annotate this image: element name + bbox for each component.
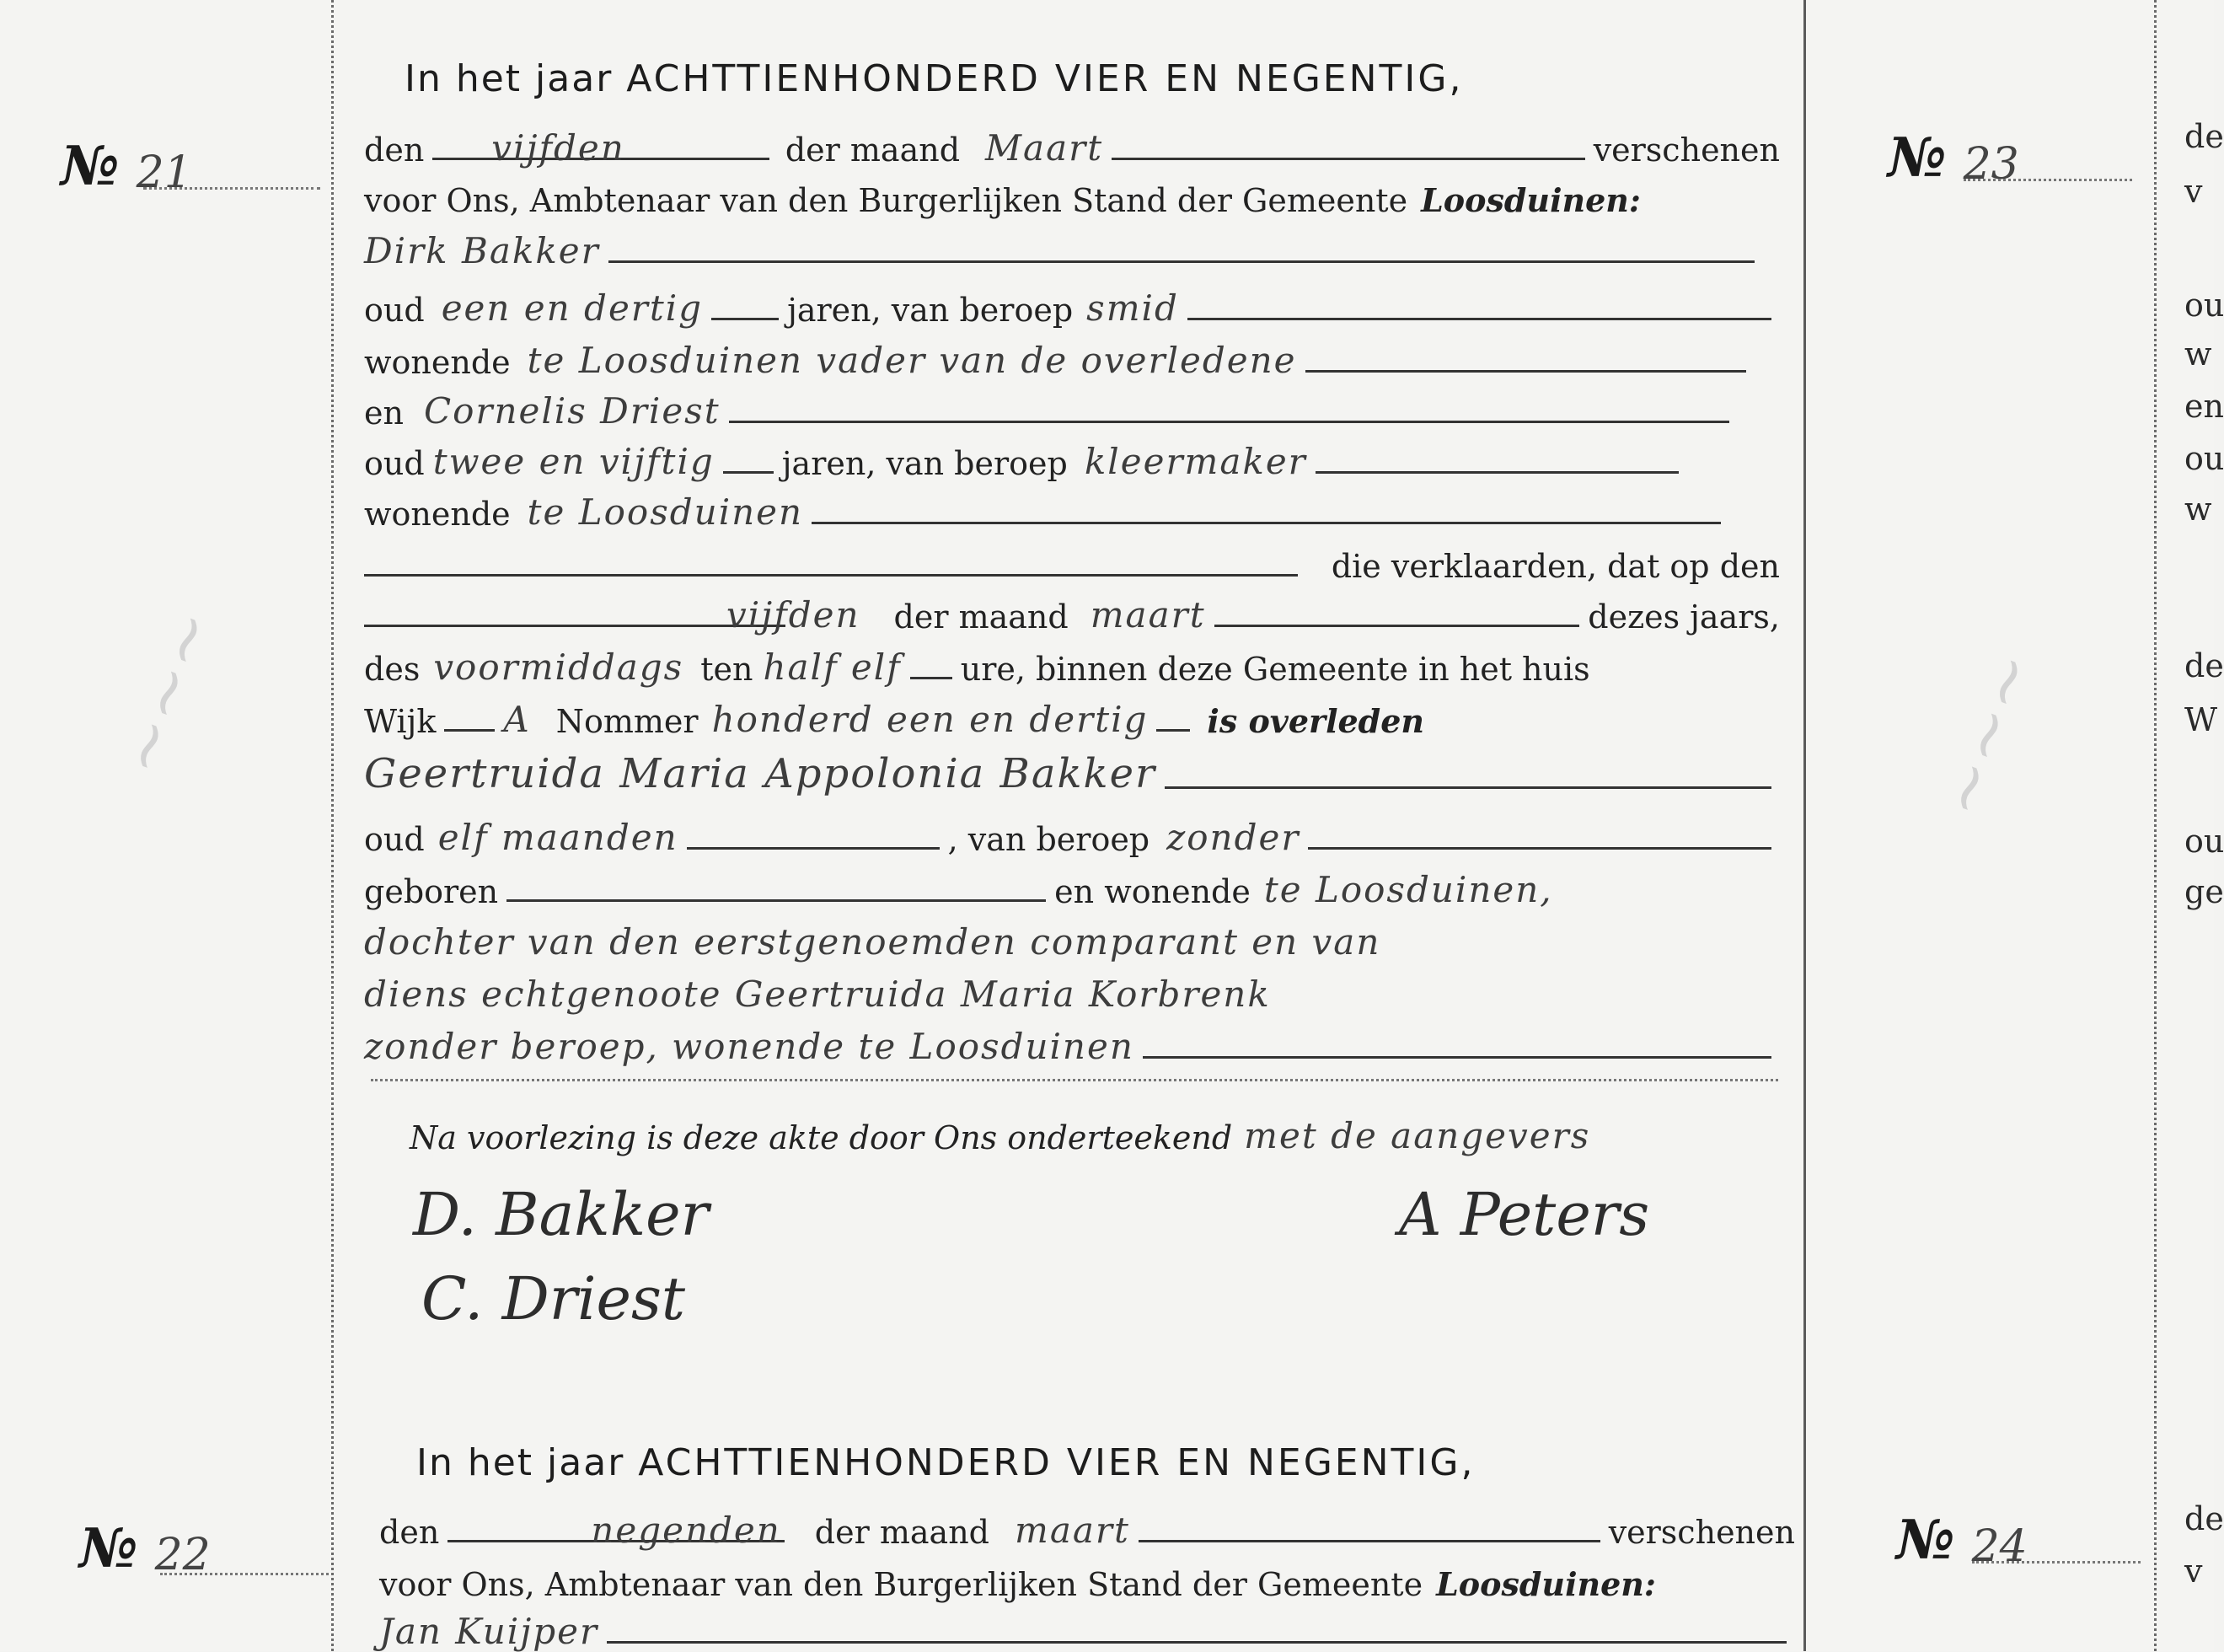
act22-line-first-person <box>379 1601 1795 1652</box>
witness1-occupation: smid <box>1086 287 1179 329</box>
act21-heading: In het jaar ACHTTIENHONDERD VIER EN NEGENTIG, <box>405 57 1464 100</box>
parents-line-2: diens echtgenoote Geertruida Maria Korbrenk <box>364 974 1271 1015</box>
closing-handwritten: met de aangevers <box>1244 1115 1591 1156</box>
act22-month: maart <box>1015 1510 1130 1551</box>
margin-dotted-rule <box>160 1573 329 1575</box>
act22-line-official: voor Ons, Ambtenaar van den Burgerlijken Stand der Gemeente Loosduinen: <box>379 1565 1656 1603</box>
death-day: vijfden <box>726 594 860 636</box>
act-number: 24 <box>1971 1521 2028 1572</box>
act21-line-declaration: die verklaarden, dat op den <box>364 534 1780 585</box>
death-hour: half elf <box>763 646 902 688</box>
left-margin-rule <box>331 0 334 1651</box>
act21-line-witness1 <box>364 221 1763 271</box>
act21-line-official: voor Ons, Ambtenaar van den Burgerlijken Stand der Gemeente Loosduinen: <box>364 181 1641 219</box>
witness2-occupation: kleermaker <box>1084 441 1307 482</box>
witness1-name: Dirk Bakker <box>364 230 600 271</box>
right-page-fragment: ou <box>2184 287 2224 324</box>
act21-line-witness1-age: oud een en dertig jaren, van beroep smid <box>364 278 1780 329</box>
page-fold-rule <box>1803 0 1806 1651</box>
right-page-fragment: W <box>2184 701 2218 738</box>
municipality-name: Loosduinen: <box>1421 181 1641 219</box>
number-sign: № <box>1888 126 1947 190</box>
signature-witness1: D. Bakker <box>413 1180 710 1249</box>
margin-dotted-rule <box>1972 1561 2141 1564</box>
right-page-fragment: de <box>2184 118 2224 155</box>
act22-person-name: Jan Kuijper <box>379 1611 599 1652</box>
act21-line-birth-residence: geboren en wonende te Loosduinen, <box>364 869 1553 910</box>
margin-dotted-rule <box>143 187 320 190</box>
act21-line-parents1 <box>364 912 1780 963</box>
act21-line-death-date: vijfden der maand maart dezes jaars, <box>364 585 1780 636</box>
act21-month: Maart <box>985 127 1104 169</box>
section-dotted-rule <box>371 1079 1778 1081</box>
number-sign: № <box>1896 1509 1955 1572</box>
act21-day: vijfden <box>491 127 625 169</box>
number-sign: № <box>79 1517 138 1580</box>
right-page-fragment: ge <box>2184 873 2224 910</box>
right-page-fragment: ou <box>2184 823 2224 860</box>
witness2-residence: te Loosduinen <box>527 491 804 533</box>
right-page-fragment: en <box>2184 388 2224 425</box>
right-page-fragment: w <box>2184 335 2212 373</box>
act22-margin-number <box>79 1517 211 1580</box>
deceased-age: elf maanden <box>437 817 678 858</box>
act21-line-time: des voormiddags ten half elf ure, binnen deze Gemeente in het huis <box>364 646 1590 688</box>
act-number: 21 <box>136 148 192 198</box>
right-page-fragment: de <box>2184 647 2224 684</box>
right-page-fragment: w <box>2184 491 2212 528</box>
act21-line-witness2: en Cornelis Driest <box>364 381 1738 432</box>
is-overleden-label: is overleden <box>1207 702 1425 740</box>
act-number: 23 <box>1963 139 2019 190</box>
right-page-fragment: v <box>2184 1553 2203 1590</box>
act21-line-deceased-age: oud elf maanden , van beroep zonder <box>364 807 1780 858</box>
right-page-fragment: v <box>2184 173 2203 210</box>
act21-line-parents3 <box>364 1016 1780 1067</box>
death-month: maart <box>1090 594 1206 636</box>
wijk-letter: A <box>503 699 531 740</box>
act22-heading: In het jaar ACHTTIENHONDERD VIER EN NEGENTIG, <box>416 1441 1476 1484</box>
witness1-residence: te Loosduinen vader van de overledene <box>527 340 1297 381</box>
parents-line-1: dochter van den eerstgenoemden comparant en van <box>364 921 1381 963</box>
right-page-margin-rule <box>2154 0 2157 1651</box>
deceased-name: Geertruida Maria Appolonia Bakker <box>364 750 1156 797</box>
act21-line-closing: Na voorlezing is deze akte door Ons onderteekend met de aangevers <box>410 1115 1591 1156</box>
act21-line-date: den vijfden der maand Maart verschenen <box>364 127 1780 169</box>
deceased-occupation: zonder <box>1166 817 1300 858</box>
witness2-name: Cornelis Driest <box>423 390 721 432</box>
act21-line-address: Wijk A Nommer honderd een en dertig is overleden <box>364 699 1425 740</box>
act21-line-deceased-name <box>364 747 1780 797</box>
bleed-through-mark: ~~~ <box>1921 641 2054 828</box>
act-number: 22 <box>154 1530 211 1580</box>
act22-day: negenden <box>591 1510 781 1551</box>
act21-line-witness1-residence: wonende te Loosduinen vader van de overledene <box>364 330 1755 381</box>
parents-line-3: zonder beroep, wonende te Loosduinen <box>364 1026 1134 1067</box>
house-number: honderd een en dertig <box>711 699 1149 740</box>
number-sign: № <box>61 135 120 198</box>
right-page-fragment: de <box>2184 1500 2224 1537</box>
signature-official: A Peters <box>1399 1180 1650 1249</box>
signature-witness2: C. Driest <box>421 1264 686 1333</box>
act22-line-date: den negenden der maand maart verschenen <box>379 1510 1795 1551</box>
act21-line-witness2-age: oud twee en vijftig jaren, van beroep kleermaker <box>364 432 1687 482</box>
deceased-residence: te Loosduinen, <box>1263 869 1553 910</box>
margin-dotted-rule <box>1964 179 2132 181</box>
municipality-name: Loosduinen: <box>1436 1565 1656 1603</box>
witness1-age: een en dertig <box>441 287 704 329</box>
act21-line-parents2 <box>364 964 1780 1015</box>
death-daypart: voormiddags <box>433 646 684 688</box>
right-page-fragment: ou <box>2184 440 2224 477</box>
bleed-through-mark: ~~~ <box>101 599 233 786</box>
witness2-age: twee en vijftig <box>432 441 715 482</box>
act21-line-witness2-residence: wonende te Loosduinen <box>364 482 1729 533</box>
